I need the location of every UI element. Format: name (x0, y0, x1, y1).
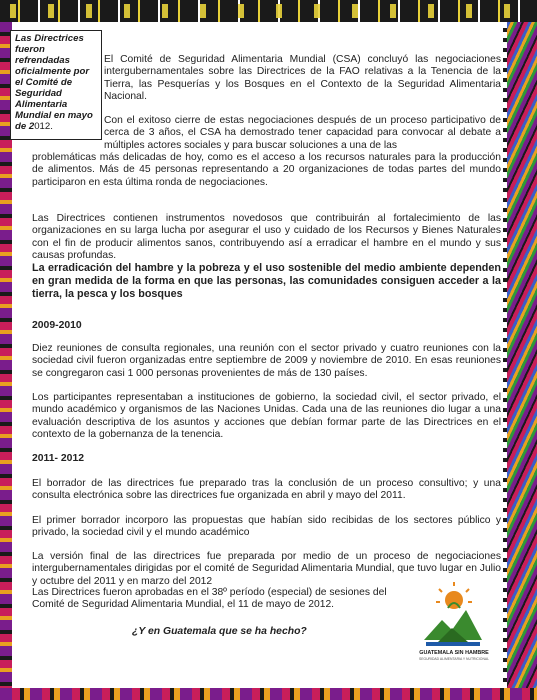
sidebar-callout (10, 30, 102, 140)
paragraph-intro: El Comité de Seguridad Alimentaria Mundial (CSA) concluyó las negociaciones intergubernamentales sobre las Directrices de la FAO relativas a la Tenencia de la Tierra, las Pesquerías y los Bosques en el Contexto de la Seguridad Alimentaria Nacional. (104, 54, 501, 103)
paragraph-negotiations-part2: problemáticas más delicadas de hoy, como es el acceso a los recursos naturales para la producción de alimentos. Más de 45 personas representando a 20 organizaciones de todas partes del mundo participaron en esta última ronda de negociaciones. (32, 152, 501, 188)
paragraph-negotiations-part1: Con el exitoso cierre de estas negociaciones después de un proceso participativo de cerca de 3 años, el CSA ha demostrado tener capacidad para convocar al debate a múltiples actores sociales y para buscar soluciones a una de las (104, 115, 501, 151)
logo-subtitle: SEGURIDAD ALIMENTARIA Y NUTRICIONAL (418, 657, 490, 661)
decorative-top-pattern (0, 4, 537, 18)
paragraph-key-statement: La erradicación del hambre y la pobreza y el uso sostenible del medio ambiente dependen en gran medida de la forma en que las personas, las comunidades consiguen acceder a la tierra, la pesca y los bosques (32, 262, 501, 301)
paragraph-final-version: La versión final de las directrices fue preparada por medio de un proceso de negociaciones intergubernamentales dirigidas por el comité de Seguridad Alimentaria Mundial, que tuvo lugar en Julio y octubre del 2011 y en marzo del 2012 (32, 551, 501, 587)
paragraph-first-draft: El primer borrador incorporo las propuestas que habían sido recibidas de los sectores público y privado, la sociedad civil y el mundo académico (32, 515, 501, 539)
sidebar-callout-year: 012. (34, 121, 53, 132)
heading-2009-2010: 2009-2010 (32, 320, 82, 331)
sidebar-callout-date: mayo de 2 (15, 110, 93, 132)
paragraph-regional-consultations: Diez reuniones de consulta regionales, una reunión con el sector privado y cuatro reuniones con la sociedad civil fueron organizadas entre septiembre de 2009 y noviembre de 2010. En esas reuniones se congregaron casi 1 000 personas provenientes de más de 130 países. (32, 343, 501, 379)
closing-question: ¿Y en Guatemala que se ha hecho? (132, 626, 307, 637)
paragraph-approval: Las Directrices fueron aprobadas en el 38º período (especial) de sesiones del Comité de Seguridad Alimentaria Mundial, el 11 de mayo de 2012. (32, 587, 387, 611)
paragraph-instruments: Las Directrices contienen instrumentos novedosos que contribuirán al fortalecimiento de las organizaciones en su larga lucha por asegurar el uso y cuidado de los Recursos y Bienes Naturales con el fin de producir alimentos sanos, contribuyendo así a erradicar el hambre en el mundo y sus causas profundas. (32, 213, 501, 262)
paragraph-draft: El borrador de las directrices fue preparado tras la conclusión de un proceso consultivo; y una consulta electrónica sobre las directrices fue organizada en abril y mayo del 2011. (32, 478, 501, 502)
guatemala-sin-hambre-logo (418, 580, 488, 660)
logo-caption: GUATEMALA SIN HAMBRE (419, 650, 489, 656)
decorative-bottom-border (0, 688, 537, 700)
sidebar-callout-text: Las Directrices fueron refrendadas oficialmente por el Comité de Seguridad Alimentaria Mundial en (15, 33, 90, 121)
paragraph-participants: Los participantes representaban a instituciones de gobierno, la sociedad civil, el sector privado, el mundo académico y organismos de las Naciones Unidas. Cada una de las reuniones dio lugar a una evaluación descriptiva de los asuntos y acciones que debían formar parte de las Directrices en el contexto de la gobernanza de la tenencia. (32, 392, 501, 441)
heading-2011-2012: 2011- 2012 (32, 453, 85, 464)
decorative-right-border (503, 22, 537, 700)
